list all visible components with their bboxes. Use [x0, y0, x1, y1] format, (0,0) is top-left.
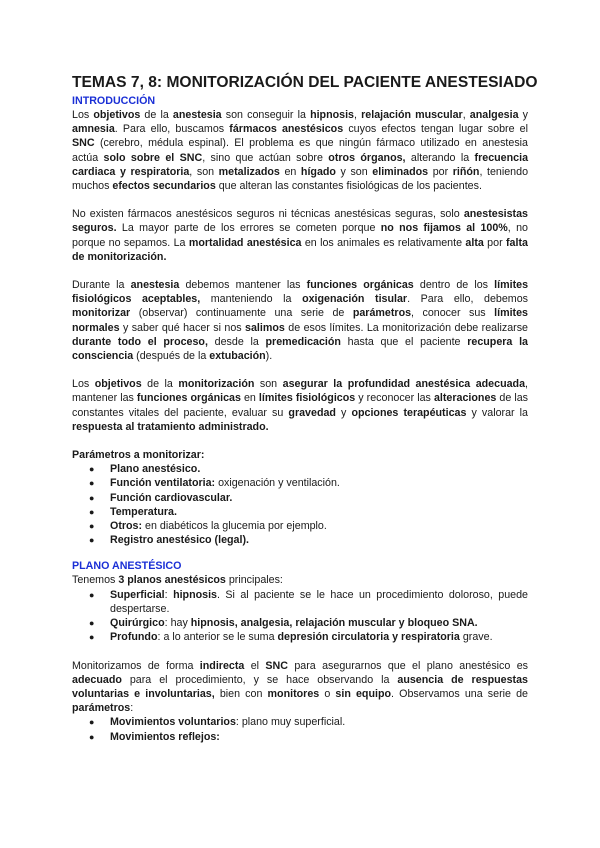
bold-text: alteraciones — [433, 392, 497, 405]
text-run: , teniendo muchos — [72, 165, 529, 193]
text-run: Monitorizamos de forma — [72, 659, 200, 672]
bullet-icon: ● — [89, 464, 95, 475]
bold-text: extubación — [209, 350, 266, 363]
text-run: que alteran las constantes fisiológicas de los pacientes. — [215, 180, 482, 193]
bold-text: respuesta al tratamiento administrado. — [72, 420, 269, 433]
text-run: oxigenación y ventilación. — [215, 477, 340, 490]
text-run: : — [130, 702, 134, 715]
text-run: son conseguir la — [221, 109, 311, 121]
text-run: para asegurarnos que el plano anestésico es — [287, 659, 528, 672]
text-run: . Para ello, buscamos — [114, 123, 230, 136]
text-run: , son — [189, 165, 219, 178]
text-run: hasta que el paciente — [340, 335, 468, 348]
bold-text: opciones terapéuticas — [351, 406, 467, 419]
bold-text: anestesistas seguros. — [72, 208, 528, 235]
paragraph-planos-intro — [72, 573, 528, 587]
text-run: Tenemos — [72, 574, 119, 587]
text-run: manteniendo la — [200, 293, 303, 306]
bold-text: metalizados — [218, 165, 280, 178]
bold-text: hipnosis, analgesia, relajación muscular y bloqueo SNA. — [190, 617, 478, 630]
text-run: en — [279, 165, 301, 178]
text-run: son — [254, 378, 283, 391]
bold-text: objetivos — [94, 378, 142, 391]
text-run: , sino que actúan sobre — [202, 151, 329, 164]
text-run: . Si al paciente se le hace un procedimiento doloroso, puede despertarse. — [110, 588, 528, 615]
text-run: Los — [72, 109, 94, 121]
bullet-icon: ● — [89, 618, 95, 629]
bold-text: 3 planos anestésicos — [118, 574, 226, 587]
text-run: en los animales es relativamente — [301, 236, 466, 249]
bullet-icon: ● — [89, 731, 95, 742]
paragraph-farmacos-seguros — [72, 207, 528, 264]
list-item — [72, 630, 528, 644]
bold-text: Función ventilatoria: — [110, 477, 216, 490]
text-run: (cerebro, médula espinal). El problema es que ningún fármaco utilizado en anestesia actúa — [72, 137, 528, 164]
list-item — [72, 491, 528, 505]
bold-text: límites normales — [72, 307, 528, 334]
bold-text: ausencia de respuestas voluntarias e involuntarias, — [72, 673, 528, 700]
text-run: o — [319, 687, 336, 700]
bold-text: monitorizar — [72, 307, 131, 320]
planos-list — [72, 588, 528, 645]
bold-text: monitorización — [178, 378, 255, 391]
text-run: y saber qué hacer si nos — [119, 321, 246, 334]
paragraph-funciones-organicas — [72, 278, 528, 363]
bold-text: salimos — [245, 321, 285, 334]
bullet-icon: ● — [89, 589, 95, 600]
text-run: grave. — [459, 631, 493, 644]
bullet-icon: ● — [89, 535, 95, 546]
bold-text: falta de monitorización. — [72, 236, 528, 263]
bullet-icon: ● — [89, 492, 95, 503]
bold-text: funciones orgánicas — [136, 392, 241, 405]
text-run: el — [244, 659, 266, 672]
bold-text: no nos fijamos al 100% — [380, 222, 508, 235]
text-run: de la — [140, 109, 173, 121]
bold-text: Temperatura. — [110, 505, 177, 518]
bold-text: parámetros — [72, 702, 131, 715]
list-item — [72, 588, 528, 616]
text-run: cuyos efectos tengan lugar sobre el — [343, 123, 529, 136]
list-item — [72, 476, 528, 490]
bullet-icon: ● — [89, 506, 95, 517]
bold-text: premedicación — [265, 335, 341, 348]
observados-list — [72, 715, 528, 743]
text-run: y valorar la — [466, 406, 528, 419]
text-run: : hay — [164, 617, 191, 630]
text-run: No existen fármacos anestésicos seguros ni técnicas anestésicas seguras, solo — [72, 208, 464, 221]
text-run: y son — [335, 165, 373, 178]
bold-text: Función cardiovascular. — [110, 491, 233, 504]
text-run: para el procedimiento, y se hace observando la — [121, 673, 398, 686]
bold-text: Plano anestésico. — [110, 463, 201, 476]
bold-text: alta — [465, 236, 484, 249]
bold-text: límites fisiológicos aceptables, — [72, 279, 529, 306]
bold-text: fármacos anestésicos — [229, 123, 344, 136]
bold-text: frecuencia cardiaca y respiratoria — [72, 151, 529, 178]
paragraph-objetivos-anestesia — [72, 108, 528, 193]
bold-text: otros órganos, — [328, 151, 406, 164]
bold-text: hipnosis — [310, 109, 355, 121]
bold-text: mortalidad anestésica — [188, 236, 302, 249]
text-run: en diabéticos la glucemia por ejemplo. — [142, 520, 327, 533]
bold-text: adecuado — [72, 673, 122, 686]
bold-text: asegurar la profundidad anestésica adecuada — [282, 378, 526, 391]
text-run: , — [354, 109, 362, 121]
bold-text: funciones orgánicas — [306, 279, 414, 292]
bullet-icon: ● — [89, 717, 95, 728]
text-run: . Observamos una serie de — [391, 687, 528, 700]
bold-text: objetivos — [93, 109, 141, 121]
text-run: en — [240, 392, 259, 405]
params-title: Parámetros a monitorizar: — [72, 449, 205, 462]
text-run: y — [518, 109, 528, 121]
bold-text: anestesia — [172, 109, 222, 121]
bold-text: depresión circulatoria y respiratoria — [277, 631, 460, 644]
text-run: dentro de los — [413, 279, 495, 292]
bold-text: SNC — [72, 137, 95, 150]
text-run: (observar) continuamente una serie de — [130, 307, 353, 320]
bold-text: límites fisiológicos — [258, 392, 356, 405]
text-run: por — [483, 236, 506, 249]
text-run: La mayor parte de los errores se cometen porque — [116, 222, 381, 235]
text-run: debemos mantener las — [179, 279, 307, 292]
bold-text: durante todo el proceso, — [72, 335, 208, 348]
text-run: ). — [265, 350, 273, 363]
text-run: y reconocer las — [355, 392, 434, 405]
bold-text: sin equipo — [335, 687, 392, 700]
list-item — [72, 505, 528, 519]
bold-text: amnesia — [72, 123, 115, 136]
list-item — [72, 616, 528, 630]
text-run: de la — [141, 378, 179, 391]
list-item — [72, 533, 528, 547]
params-list — [72, 462, 528, 547]
text-run: Los — [72, 378, 95, 391]
text-run: principales: — [225, 574, 283, 587]
list-item — [72, 715, 528, 729]
paragraph-monitorizacion-snc — [72, 659, 528, 716]
text-run: , mantener las — [72, 378, 528, 405]
bold-text: gravedad — [288, 406, 336, 419]
bullet-icon: ● — [89, 521, 95, 532]
text-run: . Para ello, debemos — [407, 293, 528, 306]
bold-text: Superficial — [110, 588, 165, 601]
bold-text: monitores — [267, 687, 320, 700]
bold-text: recupera la consciencia — [72, 335, 528, 363]
text-run: , — [462, 109, 470, 121]
text-run: , no porque no sepamos. La — [72, 222, 528, 249]
bullet-icon: ● — [89, 632, 95, 643]
bold-text: Registro anestésico (legal). — [110, 534, 249, 547]
bold-text: riñón — [452, 165, 480, 178]
bold-text: SNC — [265, 659, 288, 672]
text-run: por — [428, 165, 453, 178]
bold-text: Profundo — [110, 631, 158, 644]
bold-text: Movimientos reflejos: — [110, 730, 220, 743]
bold-text: efectos secundarios — [112, 180, 216, 193]
text-run: (después de la — [133, 350, 210, 363]
bold-text: relajación muscular — [361, 109, 463, 121]
list-item — [72, 730, 528, 744]
text-run: Durante la — [72, 279, 131, 292]
bold-text: hígado — [300, 165, 336, 178]
text-run: : — [164, 588, 174, 601]
list-item — [72, 519, 528, 533]
paragraph-objetivos-monitorizacion — [72, 377, 528, 434]
section-heading-plano-anestesico: PLANO ANESTÉSICO — [72, 560, 182, 573]
text-run: , conocer sus — [411, 307, 495, 320]
text-run: bien con — [214, 687, 268, 700]
text-run: : plano muy superficial. — [235, 716, 346, 729]
bold-text: eliminados — [372, 165, 429, 178]
bullet-icon: ● — [89, 478, 95, 489]
bold-text: Movimientos voluntarios — [110, 716, 236, 729]
text-run: alterando la — [405, 151, 475, 164]
bold-text: parámetros — [352, 307, 412, 320]
section-heading-introduccion: INTRODUCCIÓN — [72, 95, 156, 107]
text-run: desde la — [207, 335, 266, 348]
list-item — [72, 462, 528, 476]
bold-text: oxigenación tisular — [302, 293, 408, 306]
document-title: TEMAS 7, 8: MONITORIZACIÓN DEL PACIENTE ANESTESIADO — [72, 74, 538, 91]
text-run: de las constantes vitales del paciente, evaluar su — [72, 392, 528, 419]
bold-text: solo sobre el SNC — [103, 151, 203, 164]
bold-text: anestesia — [130, 279, 180, 292]
text-run: y — [335, 406, 352, 419]
bold-text: hipnosis — [173, 588, 218, 601]
bold-text: indirecta — [199, 659, 245, 672]
bold-text: Otros: — [110, 520, 143, 533]
text-run: : a lo anterior se le suma — [157, 631, 278, 644]
text-run: de esos límites. La monitorización debe realizarse — [284, 321, 528, 334]
bold-text: analgesia — [469, 109, 519, 121]
bold-text: Quirúrgico — [110, 617, 165, 630]
